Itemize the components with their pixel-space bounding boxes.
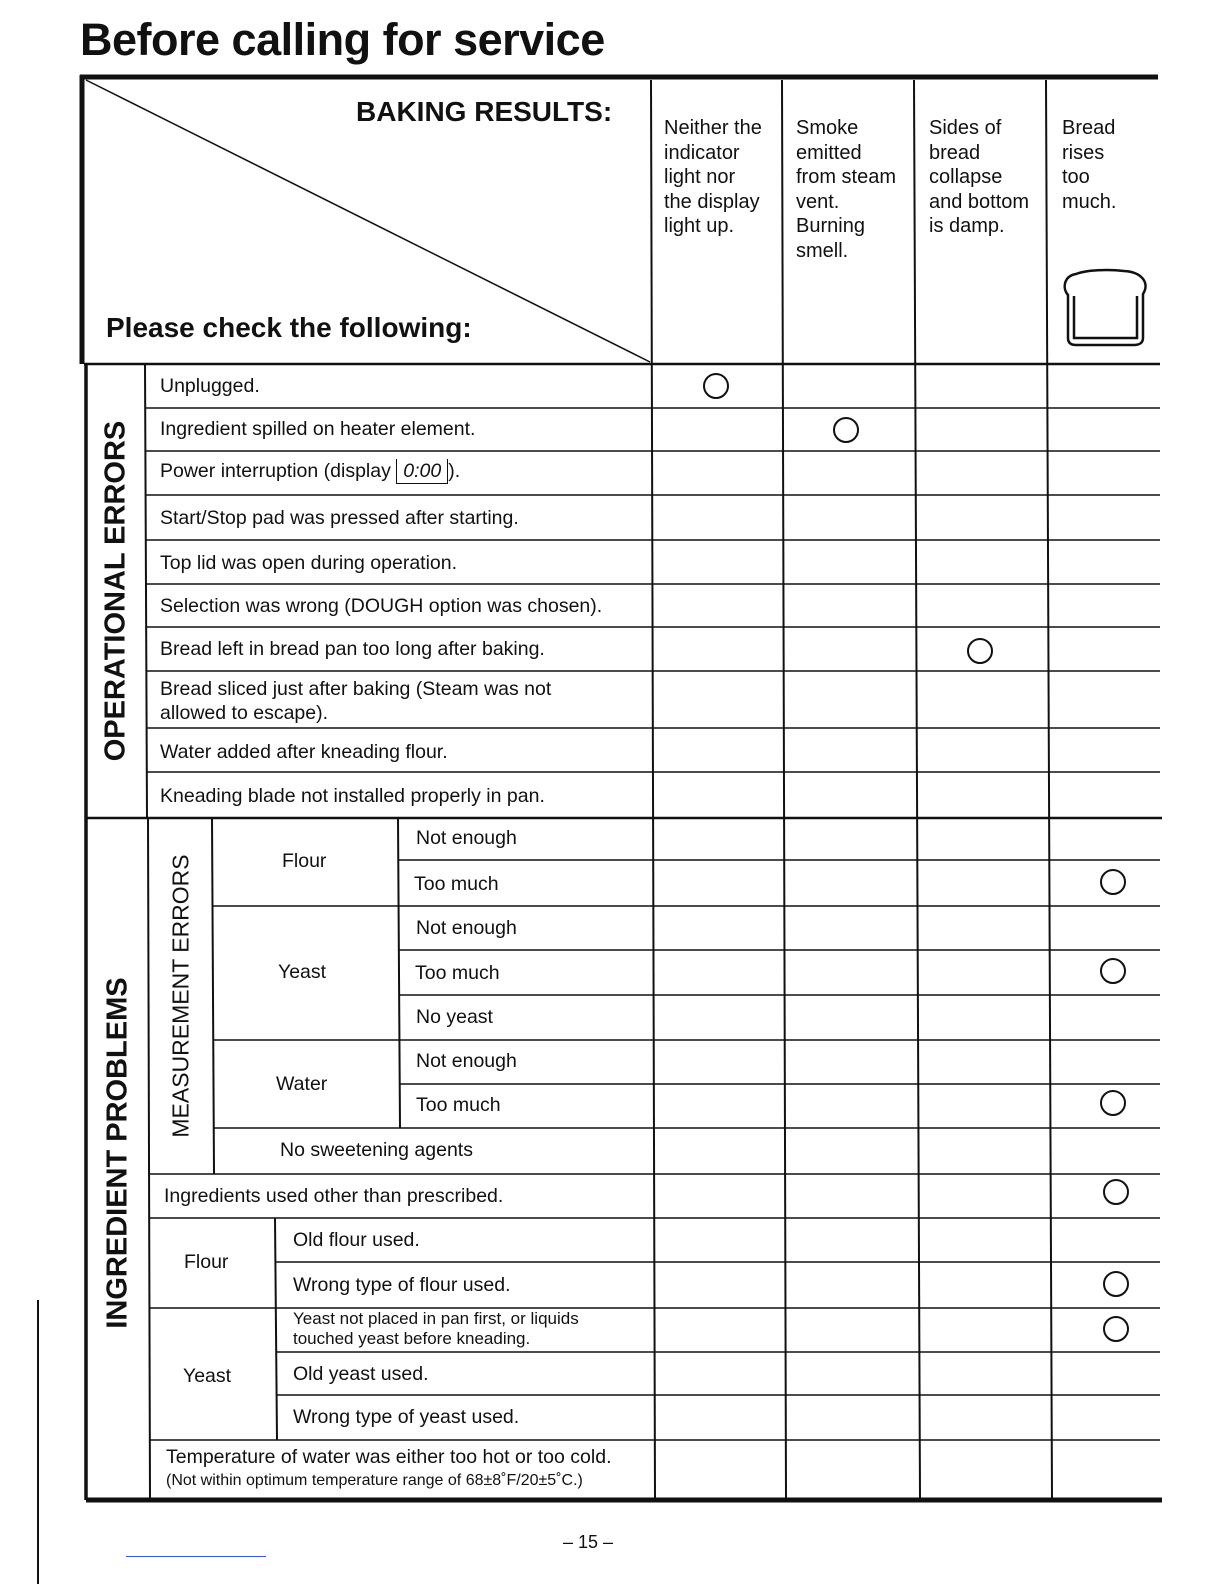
measure-yeast-too-much: Too much bbox=[415, 962, 500, 984]
other-yeast-label: Yeast bbox=[183, 1365, 232, 1387]
column-header-rises-too-much: Bread rises too much. bbox=[1062, 117, 1117, 213]
measure-flour-not-enough: Not enough bbox=[416, 827, 517, 849]
column-header-smoke: Smoke emitted from steam vent. Burning smell. bbox=[796, 117, 897, 262]
section-operational-errors: OPERATIONAL ERRORS bbox=[99, 420, 132, 762]
check-mark bbox=[833, 417, 859, 443]
check-mark bbox=[1103, 1271, 1129, 1297]
power-interruption-suffix: ). bbox=[448, 460, 461, 482]
measure-no-yeast: No yeast bbox=[416, 1006, 493, 1028]
row-old-flour: Old flour used. bbox=[293, 1229, 420, 1251]
page-number: – 15 – bbox=[563, 1532, 614, 1552]
row-kneading-blade: Kneading blade not installed properly in pan. bbox=[160, 785, 545, 807]
row-yeast-placement: Yeast not placed in pan first, or liquids bbox=[293, 1309, 579, 1328]
bread-rising-icon bbox=[1065, 270, 1146, 345]
other-flour-label: Flour bbox=[184, 1251, 229, 1273]
row-ingredient-spilled: Ingredient spilled on heater element. bbox=[160, 418, 476, 440]
measure-water-label: Water bbox=[276, 1073, 328, 1095]
measure-no-sweetening: No sweetening agents bbox=[280, 1139, 473, 1161]
baking-results-heading: BAKING RESULTS: bbox=[356, 96, 613, 127]
row-wrong-selection: Selection was wrong (DOUGH option was chosen). bbox=[160, 595, 603, 617]
row-yeast-placement-line2: touched yeast before kneading. bbox=[293, 1329, 531, 1348]
column-header-no-light: Neither the indicator light nor the display light up. bbox=[664, 117, 762, 237]
check-mark bbox=[967, 638, 993, 664]
check-mark bbox=[1100, 1090, 1126, 1116]
column-header-sides-collapse: Sides of bread collapse and bottom is damp. bbox=[929, 117, 1030, 237]
check-mark bbox=[1100, 869, 1126, 895]
section-ingredient-problems: INGREDIENT PROBLEMS bbox=[101, 977, 134, 1329]
section-measurement-errors: MEASUREMENT ERRORS bbox=[167, 854, 194, 1138]
row-wrong-yeast: Wrong type of yeast used. bbox=[293, 1406, 520, 1428]
measure-flour-too-much: Too much bbox=[414, 873, 499, 895]
row-wrong-flour: Wrong type of flour used. bbox=[293, 1274, 511, 1296]
underline-mark bbox=[126, 1556, 266, 1557]
row-water-added-late: Water added after kneading flour. bbox=[160, 741, 448, 763]
row-water-temperature-note: (Not within optimum temperature range of 68±8˚F/20±5˚C.) bbox=[166, 1472, 583, 1489]
check-mark bbox=[1100, 958, 1126, 984]
check-mark bbox=[1103, 1179, 1129, 1205]
row-bread-sliced-early: Bread sliced just after baking (Steam was not bbox=[160, 678, 552, 700]
row-water-temperature: Temperature of water was either too hot or too cold. bbox=[166, 1446, 612, 1468]
measure-water-too-much: Too much bbox=[416, 1094, 501, 1116]
measure-water-not-enough: Not enough bbox=[416, 1050, 517, 1072]
row-start-stop-pressed: Start/Stop pad was pressed after starting. bbox=[160, 507, 519, 529]
row-bread-sliced-early-line2: allowed to escape). bbox=[160, 702, 329, 724]
measure-flour-label: Flour bbox=[282, 850, 327, 872]
please-check-heading: Please check the following: bbox=[106, 312, 472, 343]
row-unplugged: Unplugged. bbox=[160, 375, 260, 397]
row-ingredients-other: Ingredients used other than prescribed. bbox=[164, 1185, 504, 1207]
check-mark bbox=[1103, 1316, 1129, 1342]
page-title: Before calling for service bbox=[80, 14, 605, 65]
check-mark bbox=[703, 373, 729, 399]
power-interruption-label: Power interruption (display bbox=[160, 460, 391, 482]
row-top-lid-open: Top lid was open during operation. bbox=[160, 552, 458, 574]
measure-yeast-label: Yeast bbox=[278, 961, 327, 983]
display-readout: 0:00 bbox=[396, 459, 448, 484]
row-old-yeast: Old yeast used. bbox=[293, 1363, 429, 1385]
row-bread-left-in-pan: Bread left in bread pan too long after baking. bbox=[160, 638, 545, 660]
row-power-interruption bbox=[160, 459, 460, 484]
measure-yeast-not-enough: Not enough bbox=[416, 917, 517, 939]
